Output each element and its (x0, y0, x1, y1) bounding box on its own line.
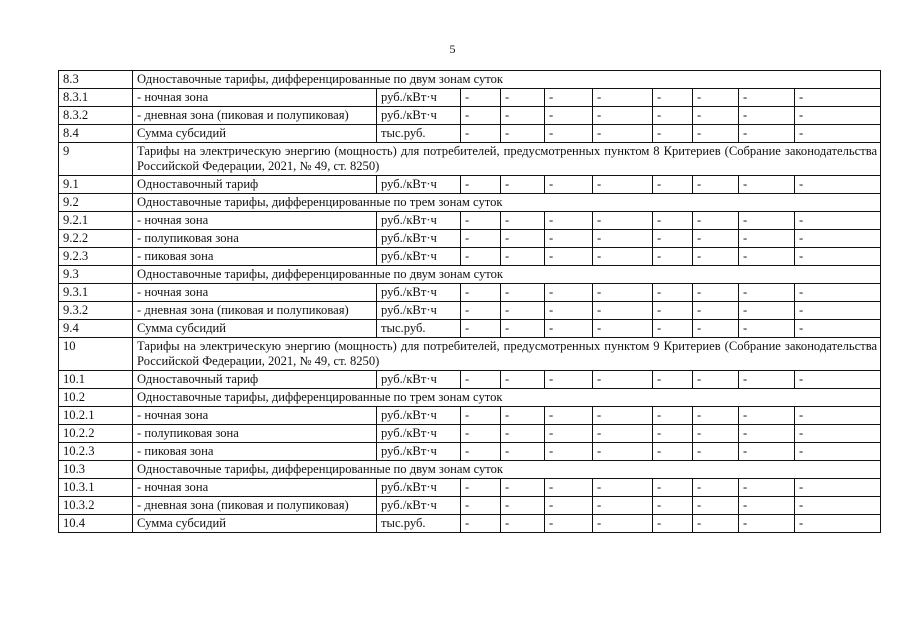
table-body (59, 71, 881, 533)
value-cell: - (593, 125, 653, 143)
table-row (59, 266, 881, 284)
unit-cell: руб./кВт·ч (377, 425, 461, 443)
unit-cell: тыс.руб. (377, 320, 461, 338)
value-cell: - (545, 212, 593, 230)
value-cell: - (593, 176, 653, 194)
table-row (59, 479, 881, 497)
value-cell: - (795, 320, 881, 338)
row-number: 9.3 (59, 266, 133, 284)
row-number: 9.2.2 (59, 230, 133, 248)
row-description: - полупиковая зона (133, 425, 377, 443)
value-cell: - (795, 443, 881, 461)
table-row (59, 338, 881, 371)
value-cell: - (653, 479, 693, 497)
value-cell: - (545, 107, 593, 125)
value-cell: - (795, 248, 881, 266)
value-cell: - (461, 125, 501, 143)
value-cell: - (653, 515, 693, 533)
row-number: 8.3.2 (59, 107, 133, 125)
value-cell: - (545, 248, 593, 266)
value-cell: - (795, 425, 881, 443)
table-row (59, 194, 881, 212)
value-cell: - (593, 497, 653, 515)
unit-cell: руб./кВт·ч (377, 248, 461, 266)
value-cell: - (693, 125, 739, 143)
value-cell: - (795, 371, 881, 389)
section-heading: Тарифы на электрическую энергию (мощность) для потребителей, предусмотренных пунктом 9 Критериев (Собрание законодательства Российской Федерации, 2021, № 49, ст. 8250) (133, 338, 881, 371)
value-cell: - (739, 107, 795, 125)
table-row (59, 407, 881, 425)
value-cell: - (795, 176, 881, 194)
value-cell: - (461, 212, 501, 230)
value-cell: - (501, 125, 545, 143)
value-cell: - (545, 407, 593, 425)
section-heading: Тарифы на электрическую энергию (мощность) для потребителей, предусмотренных пунктом 8 Критериев (Собрание законодательства Российской Федерации, 2021, № 49, ст. 8250) (133, 143, 881, 176)
value-cell: - (545, 515, 593, 533)
value-cell: - (593, 302, 653, 320)
value-cell: - (593, 212, 653, 230)
value-cell: - (693, 407, 739, 425)
value-cell: - (593, 230, 653, 248)
value-cell: - (501, 479, 545, 497)
value-cell: - (593, 407, 653, 425)
value-cell: - (795, 302, 881, 320)
row-description: - дневная зона (пиковая и полупиковая) (133, 497, 377, 515)
value-cell: - (653, 320, 693, 338)
value-cell: - (501, 89, 545, 107)
row-description: - ночная зона (133, 212, 377, 230)
unit-cell: руб./кВт·ч (377, 497, 461, 515)
value-cell: - (593, 515, 653, 533)
value-cell: - (739, 89, 795, 107)
value-cell: - (653, 89, 693, 107)
row-description: - дневная зона (пиковая и полупиковая) (133, 107, 377, 125)
row-number: 9.2 (59, 194, 133, 212)
value-cell: - (545, 230, 593, 248)
value-cell: - (739, 212, 795, 230)
value-cell: - (739, 284, 795, 302)
value-cell: - (653, 497, 693, 515)
value-cell: - (461, 407, 501, 425)
table-row (59, 89, 881, 107)
value-cell: - (593, 479, 653, 497)
value-cell: - (739, 371, 795, 389)
value-cell: - (739, 230, 795, 248)
row-description: Одноставочный тариф (133, 176, 377, 194)
value-cell: - (739, 125, 795, 143)
row-description: Одноставочный тариф (133, 371, 377, 389)
value-cell: - (795, 497, 881, 515)
table-row (59, 143, 881, 176)
row-description: Сумма субсидий (133, 515, 377, 533)
value-cell: - (545, 425, 593, 443)
value-cell: - (739, 497, 795, 515)
value-cell: - (739, 479, 795, 497)
value-cell: - (545, 443, 593, 461)
row-description: - ночная зона (133, 284, 377, 302)
value-cell: - (545, 479, 593, 497)
unit-cell: руб./кВт·ч (377, 284, 461, 302)
row-description: - полупиковая зона (133, 230, 377, 248)
row-description: - ночная зона (133, 89, 377, 107)
row-description: - ночная зона (133, 479, 377, 497)
row-description: Сумма субсидий (133, 125, 377, 143)
value-cell: - (461, 479, 501, 497)
table-row (59, 389, 881, 407)
value-cell: - (739, 407, 795, 425)
value-cell: - (501, 176, 545, 194)
table-row (59, 176, 881, 194)
value-cell: - (693, 515, 739, 533)
value-cell: - (593, 248, 653, 266)
value-cell: - (653, 425, 693, 443)
table-row (59, 320, 881, 338)
row-number: 10.2.1 (59, 407, 133, 425)
row-description: - пиковая зона (133, 248, 377, 266)
unit-cell: руб./кВт·ч (377, 89, 461, 107)
table-row (59, 515, 881, 533)
unit-cell: руб./кВт·ч (377, 407, 461, 425)
value-cell: - (693, 107, 739, 125)
value-cell: - (501, 284, 545, 302)
value-cell: - (461, 320, 501, 338)
value-cell: - (693, 320, 739, 338)
value-cell: - (501, 107, 545, 125)
value-cell: - (795, 515, 881, 533)
value-cell: - (461, 371, 501, 389)
value-cell: - (653, 107, 693, 125)
row-number: 10.2.2 (59, 425, 133, 443)
value-cell: - (501, 425, 545, 443)
value-cell: - (593, 443, 653, 461)
row-number: 8.4 (59, 125, 133, 143)
value-cell: - (693, 212, 739, 230)
section-heading: Одноставочные тарифы, дифференцированные по двум зонам суток (133, 461, 881, 479)
value-cell: - (461, 443, 501, 461)
value-cell: - (653, 248, 693, 266)
row-number: 10.4 (59, 515, 133, 533)
row-number: 10.2.3 (59, 443, 133, 461)
row-number: 9 (59, 143, 133, 176)
section-heading: Одноставочные тарифы, дифференцированные по трем зонам суток (133, 389, 881, 407)
table-row (59, 443, 881, 461)
unit-cell: руб./кВт·ч (377, 176, 461, 194)
value-cell: - (693, 284, 739, 302)
row-number: 10 (59, 338, 133, 371)
unit-cell: руб./кВт·ч (377, 230, 461, 248)
row-number: 10.1 (59, 371, 133, 389)
value-cell: - (653, 125, 693, 143)
row-number: 8.3.1 (59, 89, 133, 107)
unit-cell: тыс.руб. (377, 515, 461, 533)
value-cell: - (653, 371, 693, 389)
row-number: 9.2.1 (59, 212, 133, 230)
value-cell: - (501, 371, 545, 389)
row-description: Сумма субсидий (133, 320, 377, 338)
table-row (59, 497, 881, 515)
value-cell: - (501, 443, 545, 461)
row-number: 9.1 (59, 176, 133, 194)
value-cell: - (461, 302, 501, 320)
value-cell: - (461, 248, 501, 266)
unit-cell: руб./кВт·ч (377, 212, 461, 230)
value-cell: - (693, 425, 739, 443)
value-cell: - (653, 407, 693, 425)
table-row (59, 248, 881, 266)
value-cell: - (593, 107, 653, 125)
value-cell: - (545, 371, 593, 389)
row-number: 8.3 (59, 71, 133, 89)
value-cell: - (693, 89, 739, 107)
value-cell: - (739, 515, 795, 533)
value-cell: - (545, 320, 593, 338)
value-cell: - (795, 284, 881, 302)
value-cell: - (501, 302, 545, 320)
value-cell: - (739, 320, 795, 338)
row-number: 9.3.2 (59, 302, 133, 320)
table-row (59, 302, 881, 320)
value-cell: - (795, 407, 881, 425)
value-cell: - (461, 176, 501, 194)
value-cell: - (461, 497, 501, 515)
unit-cell: руб./кВт·ч (377, 479, 461, 497)
table-row (59, 371, 881, 389)
value-cell: - (653, 212, 693, 230)
row-description: - ночная зона (133, 407, 377, 425)
value-cell: - (795, 212, 881, 230)
row-number: 10.2 (59, 389, 133, 407)
unit-cell: тыс.руб. (377, 125, 461, 143)
table-row (59, 107, 881, 125)
unit-cell: руб./кВт·ч (377, 302, 461, 320)
value-cell: - (501, 515, 545, 533)
value-cell: - (461, 89, 501, 107)
value-cell: - (461, 230, 501, 248)
unit-cell: руб./кВт·ч (377, 443, 461, 461)
value-cell: - (501, 407, 545, 425)
tariff-table (58, 70, 881, 533)
section-heading: Одноставочные тарифы, дифференцированные по трем зонам суток (133, 194, 881, 212)
value-cell: - (653, 302, 693, 320)
value-cell: - (739, 248, 795, 266)
value-cell: - (461, 425, 501, 443)
row-number: 10.3.1 (59, 479, 133, 497)
value-cell: - (461, 107, 501, 125)
value-cell: - (693, 176, 739, 194)
row-number: 10.3.2 (59, 497, 133, 515)
value-cell: - (501, 497, 545, 515)
section-heading: Одноставочные тарифы, дифференцированные по двум зонам суток (133, 266, 881, 284)
value-cell: - (501, 212, 545, 230)
table-row (59, 425, 881, 443)
row-number: 10.3 (59, 461, 133, 479)
value-cell: - (693, 443, 739, 461)
table-row (59, 125, 881, 143)
row-description: - пиковая зона (133, 443, 377, 461)
value-cell: - (545, 284, 593, 302)
value-cell: - (795, 479, 881, 497)
value-cell: - (545, 89, 593, 107)
value-cell: - (593, 284, 653, 302)
value-cell: - (795, 230, 881, 248)
value-cell: - (653, 176, 693, 194)
value-cell: - (693, 371, 739, 389)
row-number: 9.2.3 (59, 248, 133, 266)
row-number: 9.3.1 (59, 284, 133, 302)
value-cell: - (593, 89, 653, 107)
row-description: - дневная зона (пиковая и полупиковая) (133, 302, 377, 320)
value-cell: - (461, 284, 501, 302)
value-cell: - (593, 320, 653, 338)
value-cell: - (739, 425, 795, 443)
value-cell: - (739, 443, 795, 461)
table-row (59, 212, 881, 230)
row-number: 9.4 (59, 320, 133, 338)
page-number: 5 (449, 42, 456, 56)
value-cell: - (795, 125, 881, 143)
value-cell: - (545, 497, 593, 515)
unit-cell: руб./кВт·ч (377, 107, 461, 125)
value-cell: - (501, 230, 545, 248)
value-cell: - (545, 176, 593, 194)
value-cell: - (693, 230, 739, 248)
value-cell: - (593, 371, 653, 389)
table-row (59, 71, 881, 89)
table-row (59, 461, 881, 479)
value-cell: - (501, 248, 545, 266)
value-cell: - (653, 230, 693, 248)
value-cell: - (693, 248, 739, 266)
value-cell: - (795, 89, 881, 107)
section-heading: Одноставочные тарифы, дифференцированные по двум зонам суток (133, 71, 881, 89)
table-row (59, 230, 881, 248)
value-cell: - (653, 284, 693, 302)
value-cell: - (693, 302, 739, 320)
value-cell: - (593, 425, 653, 443)
table-row (59, 284, 881, 302)
value-cell: - (693, 497, 739, 515)
value-cell: - (653, 443, 693, 461)
value-cell: - (739, 176, 795, 194)
value-cell: - (461, 515, 501, 533)
value-cell: - (739, 302, 795, 320)
value-cell: - (693, 479, 739, 497)
value-cell: - (795, 107, 881, 125)
unit-cell: руб./кВт·ч (377, 371, 461, 389)
value-cell: - (545, 125, 593, 143)
value-cell: - (545, 302, 593, 320)
value-cell: - (501, 320, 545, 338)
